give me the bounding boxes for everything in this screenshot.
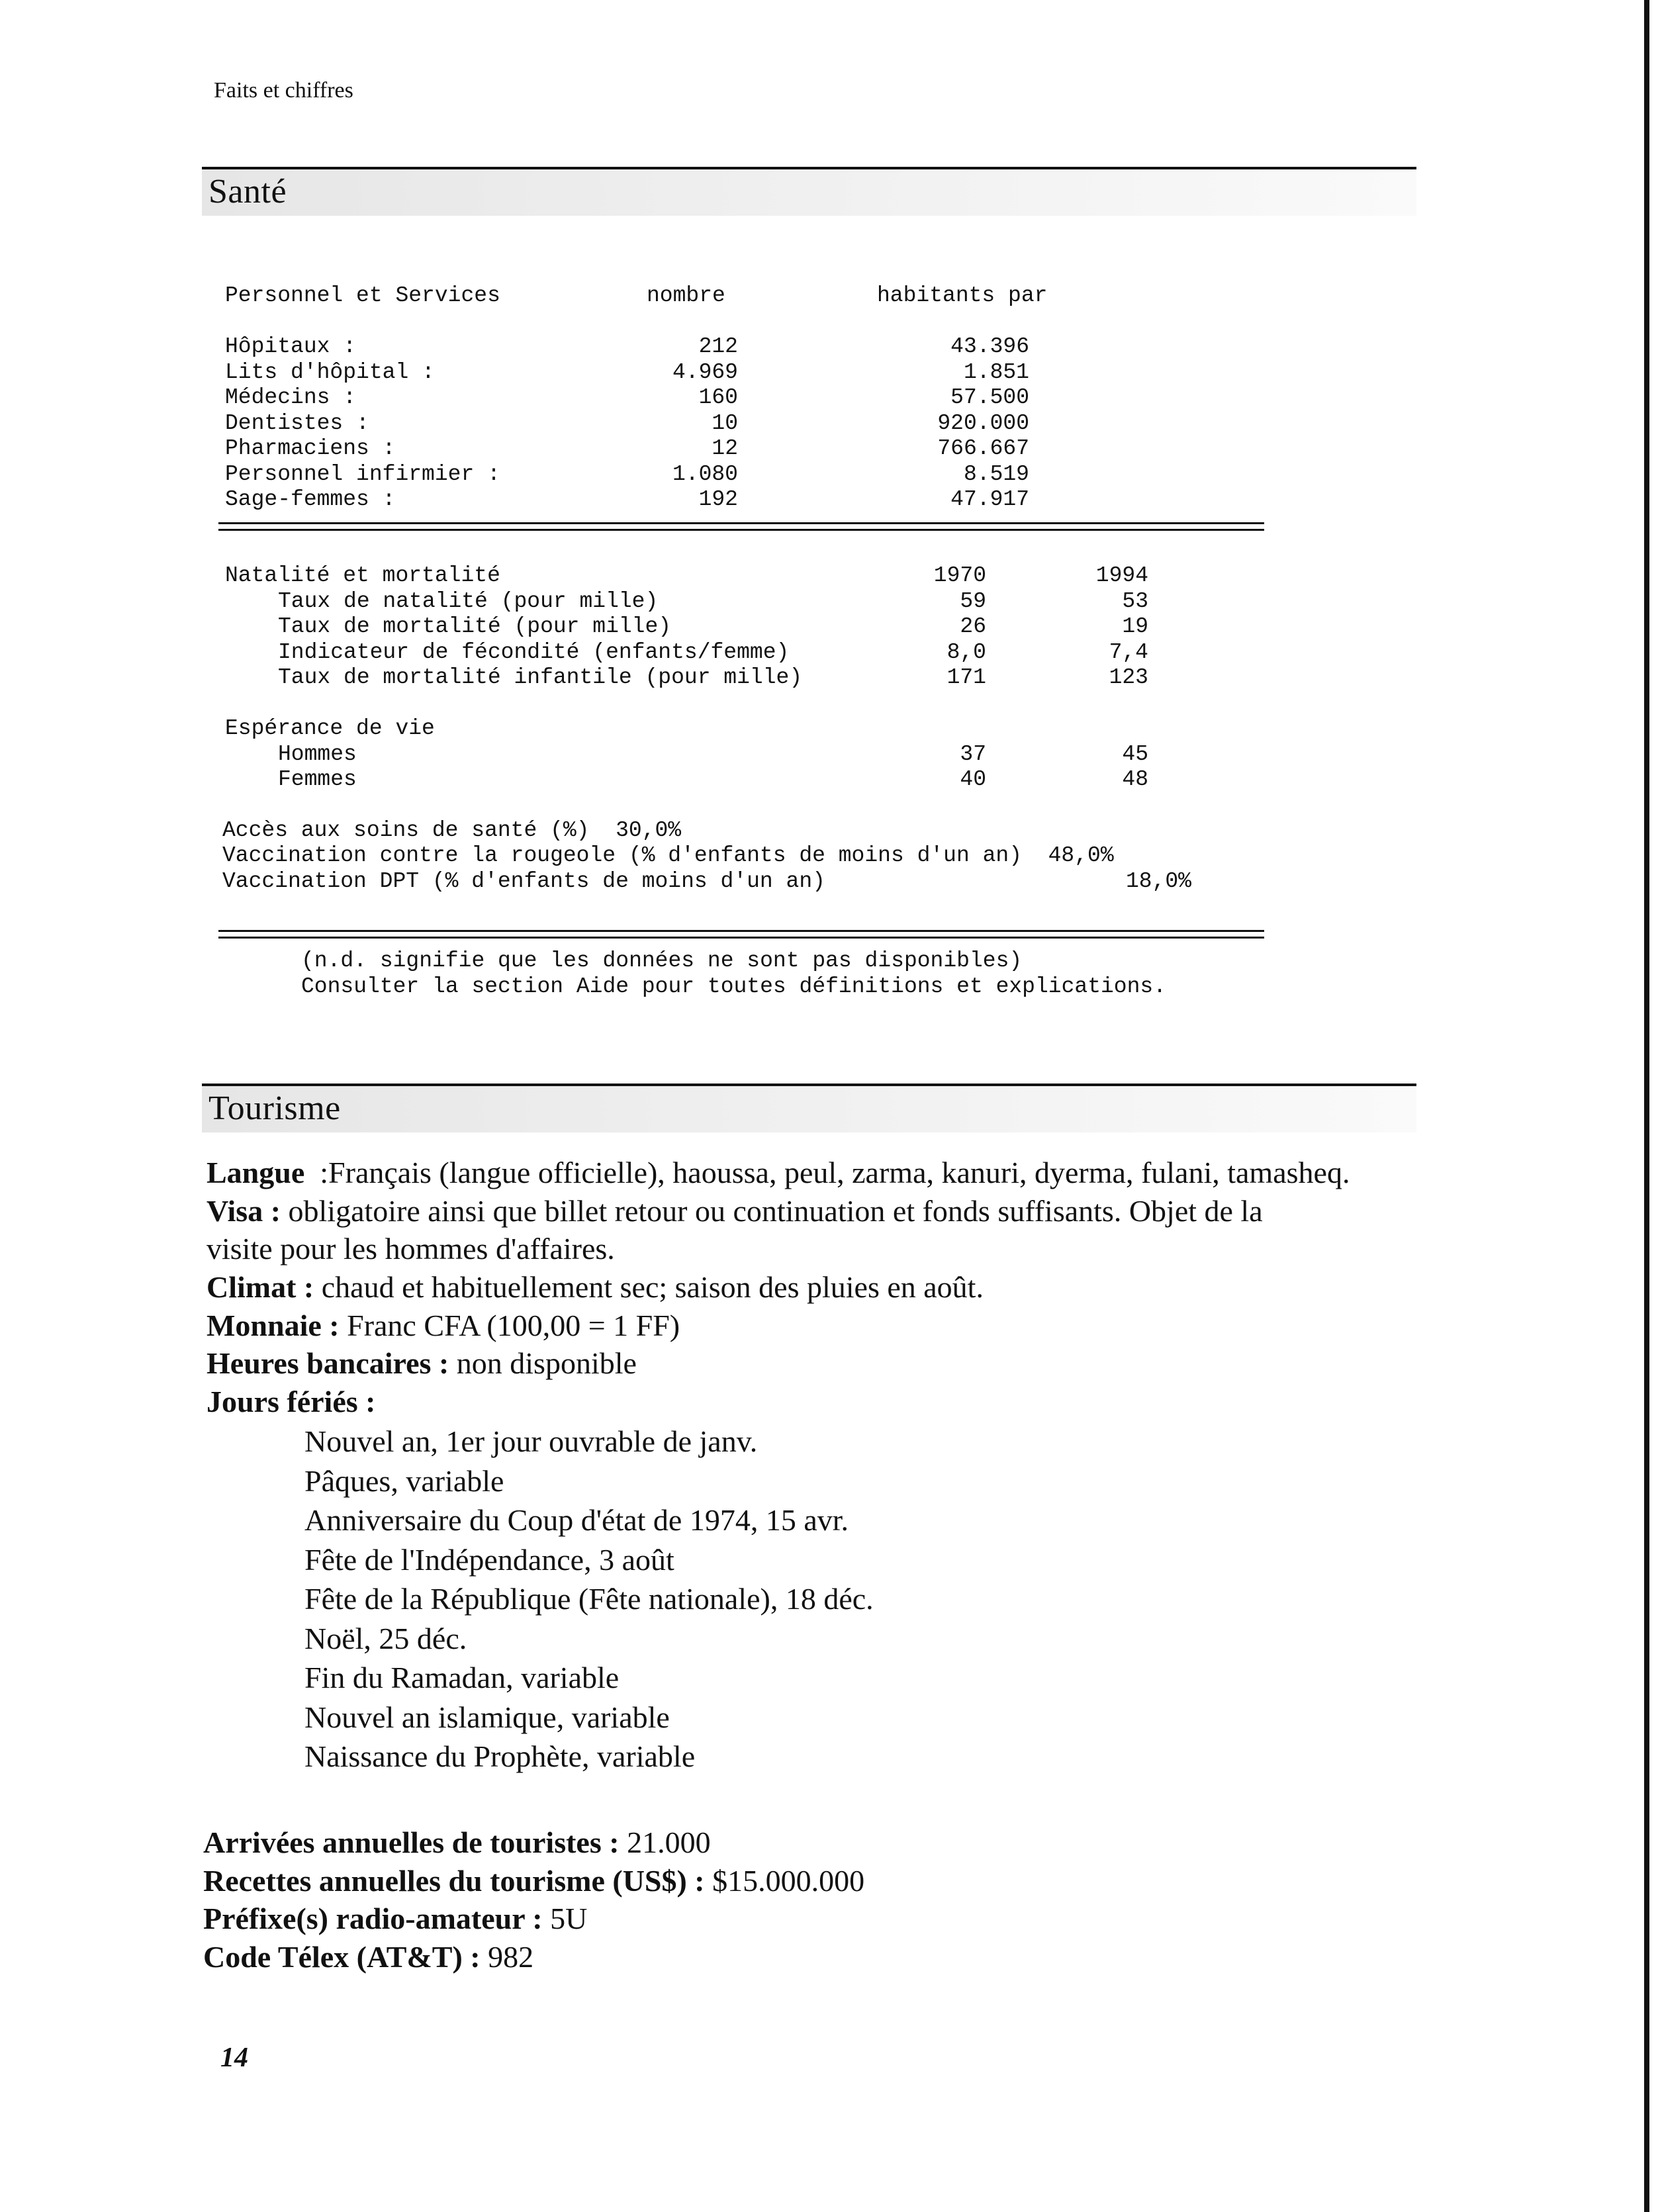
table-row-nombre: 192 [698, 487, 738, 512]
table-row-habitants: 8.519 [963, 462, 1029, 486]
monnaie-label: Monnaie : [207, 1309, 340, 1342]
jours-feries-label: Jours fériés : [207, 1385, 376, 1418]
heures-value: non disponible [449, 1346, 637, 1380]
table-row-label: Hommes [278, 742, 357, 766]
heures-line [207, 1344, 637, 1383]
climat-line [207, 1268, 984, 1307]
tourisme-section-header [202, 1083, 1416, 1132]
heures-label: Heures bancaires : [207, 1346, 449, 1380]
note-nd: (n.d. signifie que les données ne sont pas disponibles) [301, 948, 1023, 973]
table-row-1970: 171 [946, 665, 986, 690]
langue-label: Langue [207, 1156, 305, 1189]
table-row-habitants: 920.000 [937, 411, 1029, 436]
double-rule-divider [218, 930, 1264, 939]
langue-value: :Français (langue officielle), haoussa, peul, zarma, kanuri, dyerma, fulani, tamasheq. [320, 1156, 1350, 1189]
vaccination-rougeole-line: Vaccination contre la rougeole (% d'enfants de moins d'un an) 48,0% [222, 843, 1114, 868]
list-item: Nouvel an, 1er jour ouvrable de janv. [304, 1424, 758, 1458]
personnel-header-habitants: habitants par [877, 283, 1048, 308]
arrivees-value: 21.000 [619, 1825, 711, 1859]
table-row-1994: 53 [1122, 589, 1148, 614]
table-row-nombre: 10 [712, 411, 738, 436]
table-row-habitants: 1.851 [963, 360, 1029, 385]
telex-line [203, 1938, 533, 1976]
table-row-label: Pharmaciens : [225, 436, 396, 461]
double-rule-divider [218, 522, 1264, 531]
arrivees-line [203, 1823, 711, 1862]
table-row-nombre: 1.080 [672, 462, 738, 486]
table-row-nombre: 212 [698, 334, 738, 359]
list-item: Fête de l'Indépendance, 3 août [304, 1543, 674, 1577]
table-row-1970: 26 [960, 614, 986, 639]
table-row-label: Indicateur de fécondité (enfants/femme) [278, 640, 790, 665]
list-item: Naissance du Prophète, variable [304, 1739, 696, 1773]
table-row-1970: 37 [960, 742, 986, 766]
table-row-nombre: 160 [698, 385, 738, 410]
table-row-nombre: 12 [712, 436, 738, 461]
tourisme-title: Tourisme [208, 1089, 341, 1127]
recettes-value: $15.000.000 [704, 1864, 865, 1898]
table-row-label: Hôpitaux : [225, 334, 357, 359]
vaccination-dpt-label: Vaccination DPT (% d'enfants de moins d'un an) [222, 869, 825, 894]
natalite-header-label: Natalité et mortalité [225, 563, 500, 588]
natalite-header-1970: 1970 [933, 563, 986, 588]
climat-value: chaud et habituellement sec; saison des pluies en août. [314, 1270, 984, 1304]
visa-value: obligatoire ainsi que billet retour ou continuation et fonds suffisants. Objet de la [281, 1194, 1263, 1228]
table-row-label: Taux de mortalité infantile (pour mille) [278, 665, 803, 690]
monnaie-line [207, 1307, 680, 1345]
personnel-header-nombre: nombre [647, 283, 725, 308]
langue-line [207, 1154, 1350, 1192]
visa-line [207, 1192, 1263, 1230]
table-row-label: Taux de natalité (pour mille) [278, 589, 659, 614]
telex-label: Code Télex (AT&T) : [203, 1940, 481, 1974]
table-row-habitants: 57.500 [950, 385, 1029, 410]
list-item: Pâques, variable [304, 1464, 504, 1498]
table-row-habitants: 47.917 [950, 487, 1029, 512]
table-row-1970: 40 [960, 767, 986, 792]
table-row-1970: 59 [960, 589, 986, 614]
list-item: Anniversaire du Coup d'état de 1974, 15 avr. [304, 1503, 849, 1537]
acces-soins-line: Accès aux soins de santé (%) 30,0% [222, 818, 682, 843]
table-row-habitants: 43.396 [950, 334, 1029, 359]
recettes-label: Recettes annuelles du tourisme (US$) : [203, 1864, 705, 1898]
note-aide: Consulter la section Aide pour toutes définitions et explications. [301, 974, 1167, 999]
arrivees-label: Arrivées annuelles de touristes : [203, 1825, 620, 1859]
monnaie-value: Franc CFA (100,00 = 1 FF) [339, 1309, 680, 1342]
sante-title: Santé [208, 173, 287, 210]
table-row-1994: 48 [1122, 767, 1148, 792]
prefixe-value: 5U [542, 1902, 588, 1935]
prefixe-label: Préfixe(s) radio-amateur : [203, 1902, 543, 1935]
personnel-header-label: Personnel et Services [225, 283, 500, 308]
prefixe-line [203, 1900, 587, 1938]
list-item: Nouvel an islamique, variable [304, 1700, 670, 1734]
table-row-label: Médecins : [225, 385, 357, 410]
table-row-1994: 19 [1122, 614, 1148, 639]
recettes-line [203, 1862, 864, 1900]
table-row-label: Taux de mortalité (pour mille) [278, 614, 672, 639]
esperance-header: Espérance de vie [225, 716, 435, 741]
page-number: 14 [220, 2043, 248, 2073]
telex-value: 982 [480, 1940, 534, 1974]
table-row-label: Personnel infirmier : [225, 462, 500, 486]
table-row-label: Femmes [278, 767, 357, 792]
table-row-1970: 8,0 [946, 640, 986, 665]
jours-feries-line [207, 1383, 375, 1421]
table-row-label: Dentistes : [225, 411, 369, 436]
natalite-header-1994: 1994 [1095, 563, 1148, 588]
visa-line-2: visite pour les hommes d'affaires. [207, 1232, 615, 1266]
table-row-nombre: 4.969 [672, 360, 738, 385]
page-edge-shadow [1644, 0, 1649, 2212]
list-item: Noël, 25 déc. [304, 1622, 467, 1655]
table-row-label: Lits d'hôpital : [225, 360, 435, 385]
list-item: Fin du Ramadan, variable [304, 1661, 620, 1694]
list-item: Fête de la République (Fête nationale), 18 déc. [304, 1582, 874, 1616]
vaccination-dpt-value: 18,0% [1125, 869, 1191, 894]
sante-section-header [202, 167, 1416, 216]
climat-label: Climat : [207, 1270, 314, 1304]
table-row-habitants: 766.667 [937, 436, 1029, 461]
visa-label: Visa : [207, 1194, 281, 1228]
table-row-1994: 45 [1122, 742, 1148, 766]
running-head: Faits et chiffres [214, 78, 353, 103]
table-row-label: Sage-femmes : [225, 487, 396, 512]
table-row-1994: 7,4 [1109, 640, 1148, 665]
table-row-1994: 123 [1109, 665, 1148, 690]
